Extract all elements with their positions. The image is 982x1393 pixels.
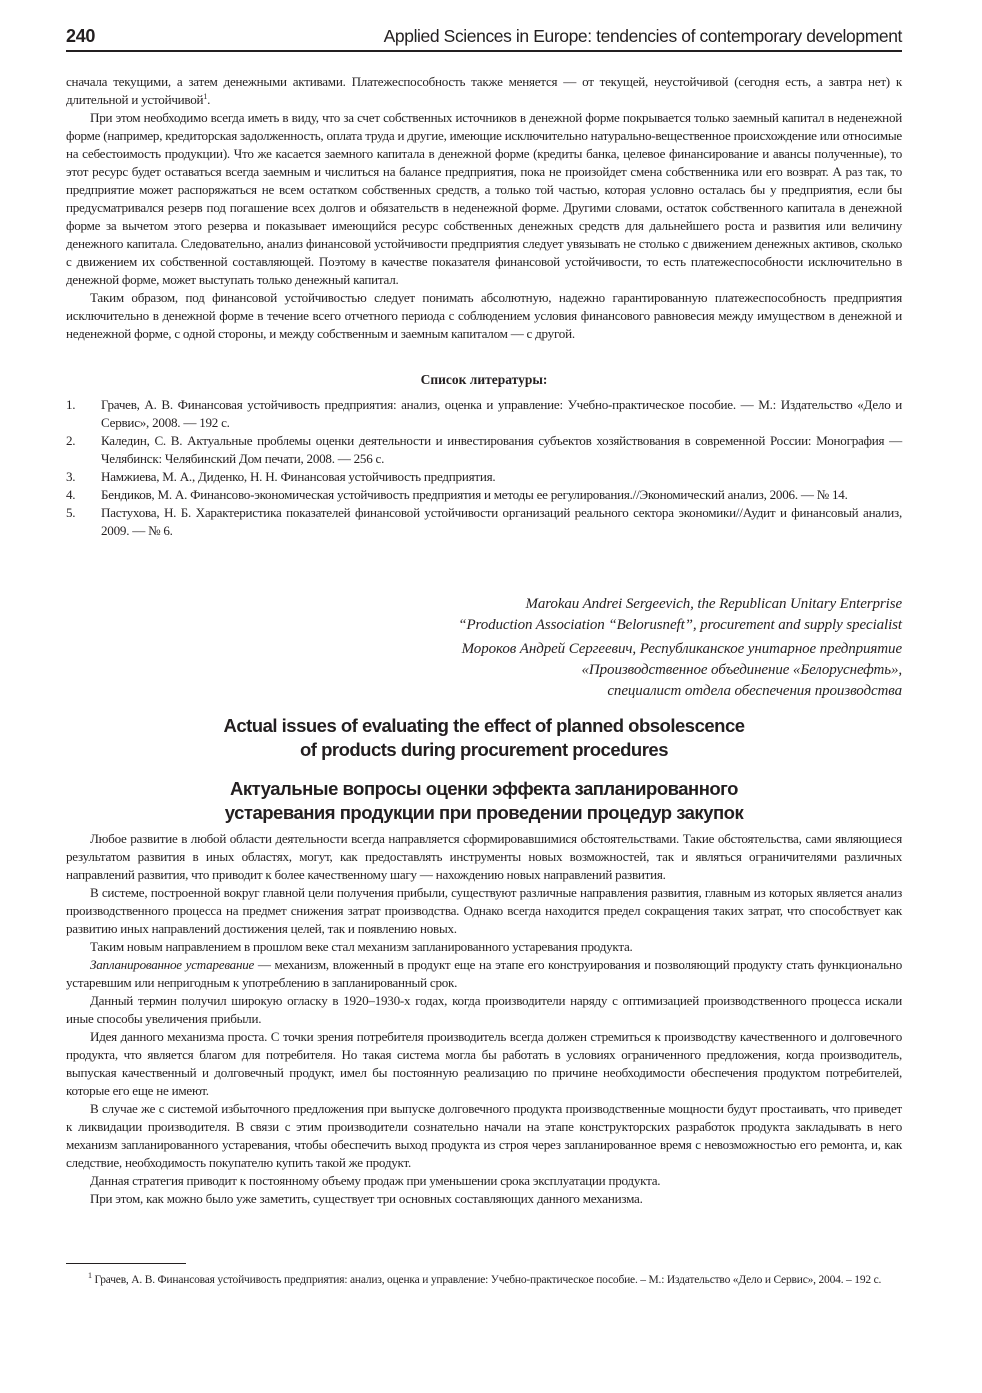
body-paragraph: В случае же с системой избыточного предложения при выпуске долговечного продукта производственные мощности будут простаивать, что приведет к ликвидации производителя. В связи с этим производители сознательно начали на этапе конструкторских разработок продукта закладывать в него механизм запланированного устаревания, чтобы обеспечить выход продукта из строя через запланированное время с невозможностью его ремонта, и, как следствие, необходимость покупателю купить такой же продукт.: [66, 1101, 902, 1170]
references-title: Список литературы:: [420, 372, 548, 387]
reference-item: 1. Грачев, А. В. Финансовая устойчивость предприятия: анализ, оценка и управление: Учебно-практическое пособие. — М.: Издательство «Дело и Сервис», 2008. — 192 с.: [66, 397, 902, 430]
reference-item: 4. Бендиков, М. А. Финансово-экономическая устойчивость предприятия и методы ее регулирования.//Экономический анализ, 2006. — № 14.: [66, 487, 848, 502]
article-body: [66, 830, 902, 1208]
footnote-ref[interactable]: 1: [203, 92, 208, 101]
footnote-mark: 1: [88, 1271, 92, 1280]
author-affiliation: [302, 594, 902, 702]
body-paragraph: Данная стратегия приводит к постоянному объему продаж при уменьшении срока эксплуатации продукта.: [90, 1173, 661, 1188]
author-en-line: Marokau Andrei Sergeevich, the Republican Unitary Enterprise: [525, 596, 902, 612]
author-ru-line: Мороков Андрей Сергеевич, Республиканское унитарное предприятие: [461, 641, 902, 657]
reference-item: 2. Каледин, С. В. Актуальные проблемы оценки деятельности и инвестирования субъектов хозяйствования в современной России: Монография — Челябинск: Челябинский Дом печати, 2008. — 256 с.: [66, 433, 902, 466]
body-paragraph: Данный термин получил широкую огласку в 1920–1930-х годах, когда производители наряду с оптимизацией производственного процесса искали иные способы увеличения прибыли.: [66, 993, 902, 1026]
definition-paragraph: Запланированное устаревание — механизм, вложенный в продукт еще на этапе его конструирования и позволяющий продукту стать функционально устаревшим или непригодным к употреблению в запланированный срок.: [66, 957, 902, 990]
references-list: [66, 396, 902, 540]
article-title-en: Actual issues of evaluating the effect of planned obsolescence of products during procurement procedures: [223, 715, 745, 760]
intro-paragraph: При этом необходимо всегда иметь в виду, что за счет собственных источников в денежной форме покрывается только заемный капитал в неденежной форме (например, кредиторская задолженность, оплата труда и другие, имеющие исключительно натурально-вещественное происхождение или относимые на себестоимость продукции). Что же касается заемного капитала в денежной форме (кредиты банка, целевое финансирование и авансы полученные), то этот ресурс будет оставаться всегда заемным и числиться на балансе предприятия, пока не произойдет смена собственника или его возврат. А раз так, то предприятие может распоряжаться не всем остатком собственных средств, а только той частью, которая условно осталась бы у предприятия, если бы предусматривался резерв под погашение всех долгов и обязательств в неденежной форме. Другими словами, остаток собственного капитала в денежной форме за вычетом этого резерва и показывает имеющийся ресурс собственных денежных средств для дальнейшего роста и развития или величину денежного капитала. Следовательно, анализ финансовой устойчивости предприятия следует увязывать не столько с движением денежных активов, сколько с движением их собственной составляющей. Поэтому в качестве показателя финансовой устойчивости, то есть платежеспособности исключительно в денежной форме, может выступать только денежный капитал.: [66, 110, 902, 287]
running-header: [66, 24, 902, 52]
defined-term: Запланированное устаревание: [90, 957, 255, 972]
author-ru-line: специалист отдела обеспечения производства: [607, 683, 902, 699]
body-paragraph: Идея данного механизма проста. С точки зрения потребителя производитель всегда должен стремиться к производству качественного и долговечного продукта, что является благом для потребителя. Но такая система могла бы работать в условиях ограниченного предложения, когда производитель, выпуская качественный и долговечный продукт, имел бы постоянную реализацию по причине необходимости обеспечения продуктом потребителей, которые его еще не имеют.: [66, 1029, 902, 1098]
intro-paragraph: сначала текущими, а затем денежными активами. Платежеспособность также меняется — от текущей, неустойчивой (сегодня есть, а завтра нет) к длительной и устойчивой$^1$.: [66, 74, 902, 107]
body-paragraph: Таким новым направлением в прошлом веке стал механизм запланированного устаревания продукта.: [90, 939, 633, 954]
intro-paragraph: Таким образом, под финансовой устойчивостью следует понимать абсолютную, надежно гарантированную платежеспособность предприятия исключительно в денежной форме в течение всего отчетного периода с соблюдением условия финансового равновесия между имуществом в денежной и неденежной форме, с одной стороны, и между собственным и заемным капиталом — с другой.: [66, 290, 902, 341]
footnote-divider: [66, 1263, 186, 1264]
body-paragraph: Любое развитие в любой области деятельности всегда направляется сформировавшимися обстоятельствами. Такие обстоятельства, сами являющиеся результатом развития в иных областях, могут, как предоставлять инструменты новых возможностей, так и являться ограничителями различных направлений развития, что приводит к более качественному шагу — нахождению новых направлений развития.: [66, 831, 902, 882]
footnote: $^1$ Грачев, А. В. Финансовая устойчивость предприятия: анализ, оценка и управление: Учебно-практическое пособие. – М.: Издательство «Дело и Сервис», 2004. – 192 с.: [88, 1271, 882, 1286]
author-ru-line: «Производственное объединение «Белоруснефть»,: [581, 662, 902, 678]
body-paragraph: В системе, построенной вокруг главной цели получения прибыли, существуют различные направления развития, главным из которых является анализ производственного процесса на предмет снижения затрат производства. Однако всегда находится предел сокращения таких затрат, что способствует как развитию иных направлений достижения целей, так и появлению новых.: [66, 885, 902, 936]
intro-section: [66, 73, 902, 343]
page-number: 240: [66, 26, 96, 46]
article-title-ru: Актуальные вопросы оценки эффекта запланированного устаревания продукции при проведении процедур закупок: [224, 778, 744, 823]
journal-title: Applied Sciences in Europe: tendencies of contemporary development: [383, 26, 902, 46]
reference-item: 3. Намжиева, М. А., Диденко, Н. Н. Финансовая устойчивость предприятия.: [66, 469, 496, 484]
author-en-line: “Production Association “Belorusneft”, procurement and supply specialist: [458, 617, 902, 633]
body-paragraph: При этом, как можно было уже заметить, существует три основных составляющих данного механизма.: [90, 1191, 643, 1206]
reference-item: 5. Пастухова, Н. Б. Характеристика показателей финансовой устойчивости организаций реального сектора экономики//Аудит и финансовый анализ, 2009. — № 6.: [66, 505, 902, 538]
